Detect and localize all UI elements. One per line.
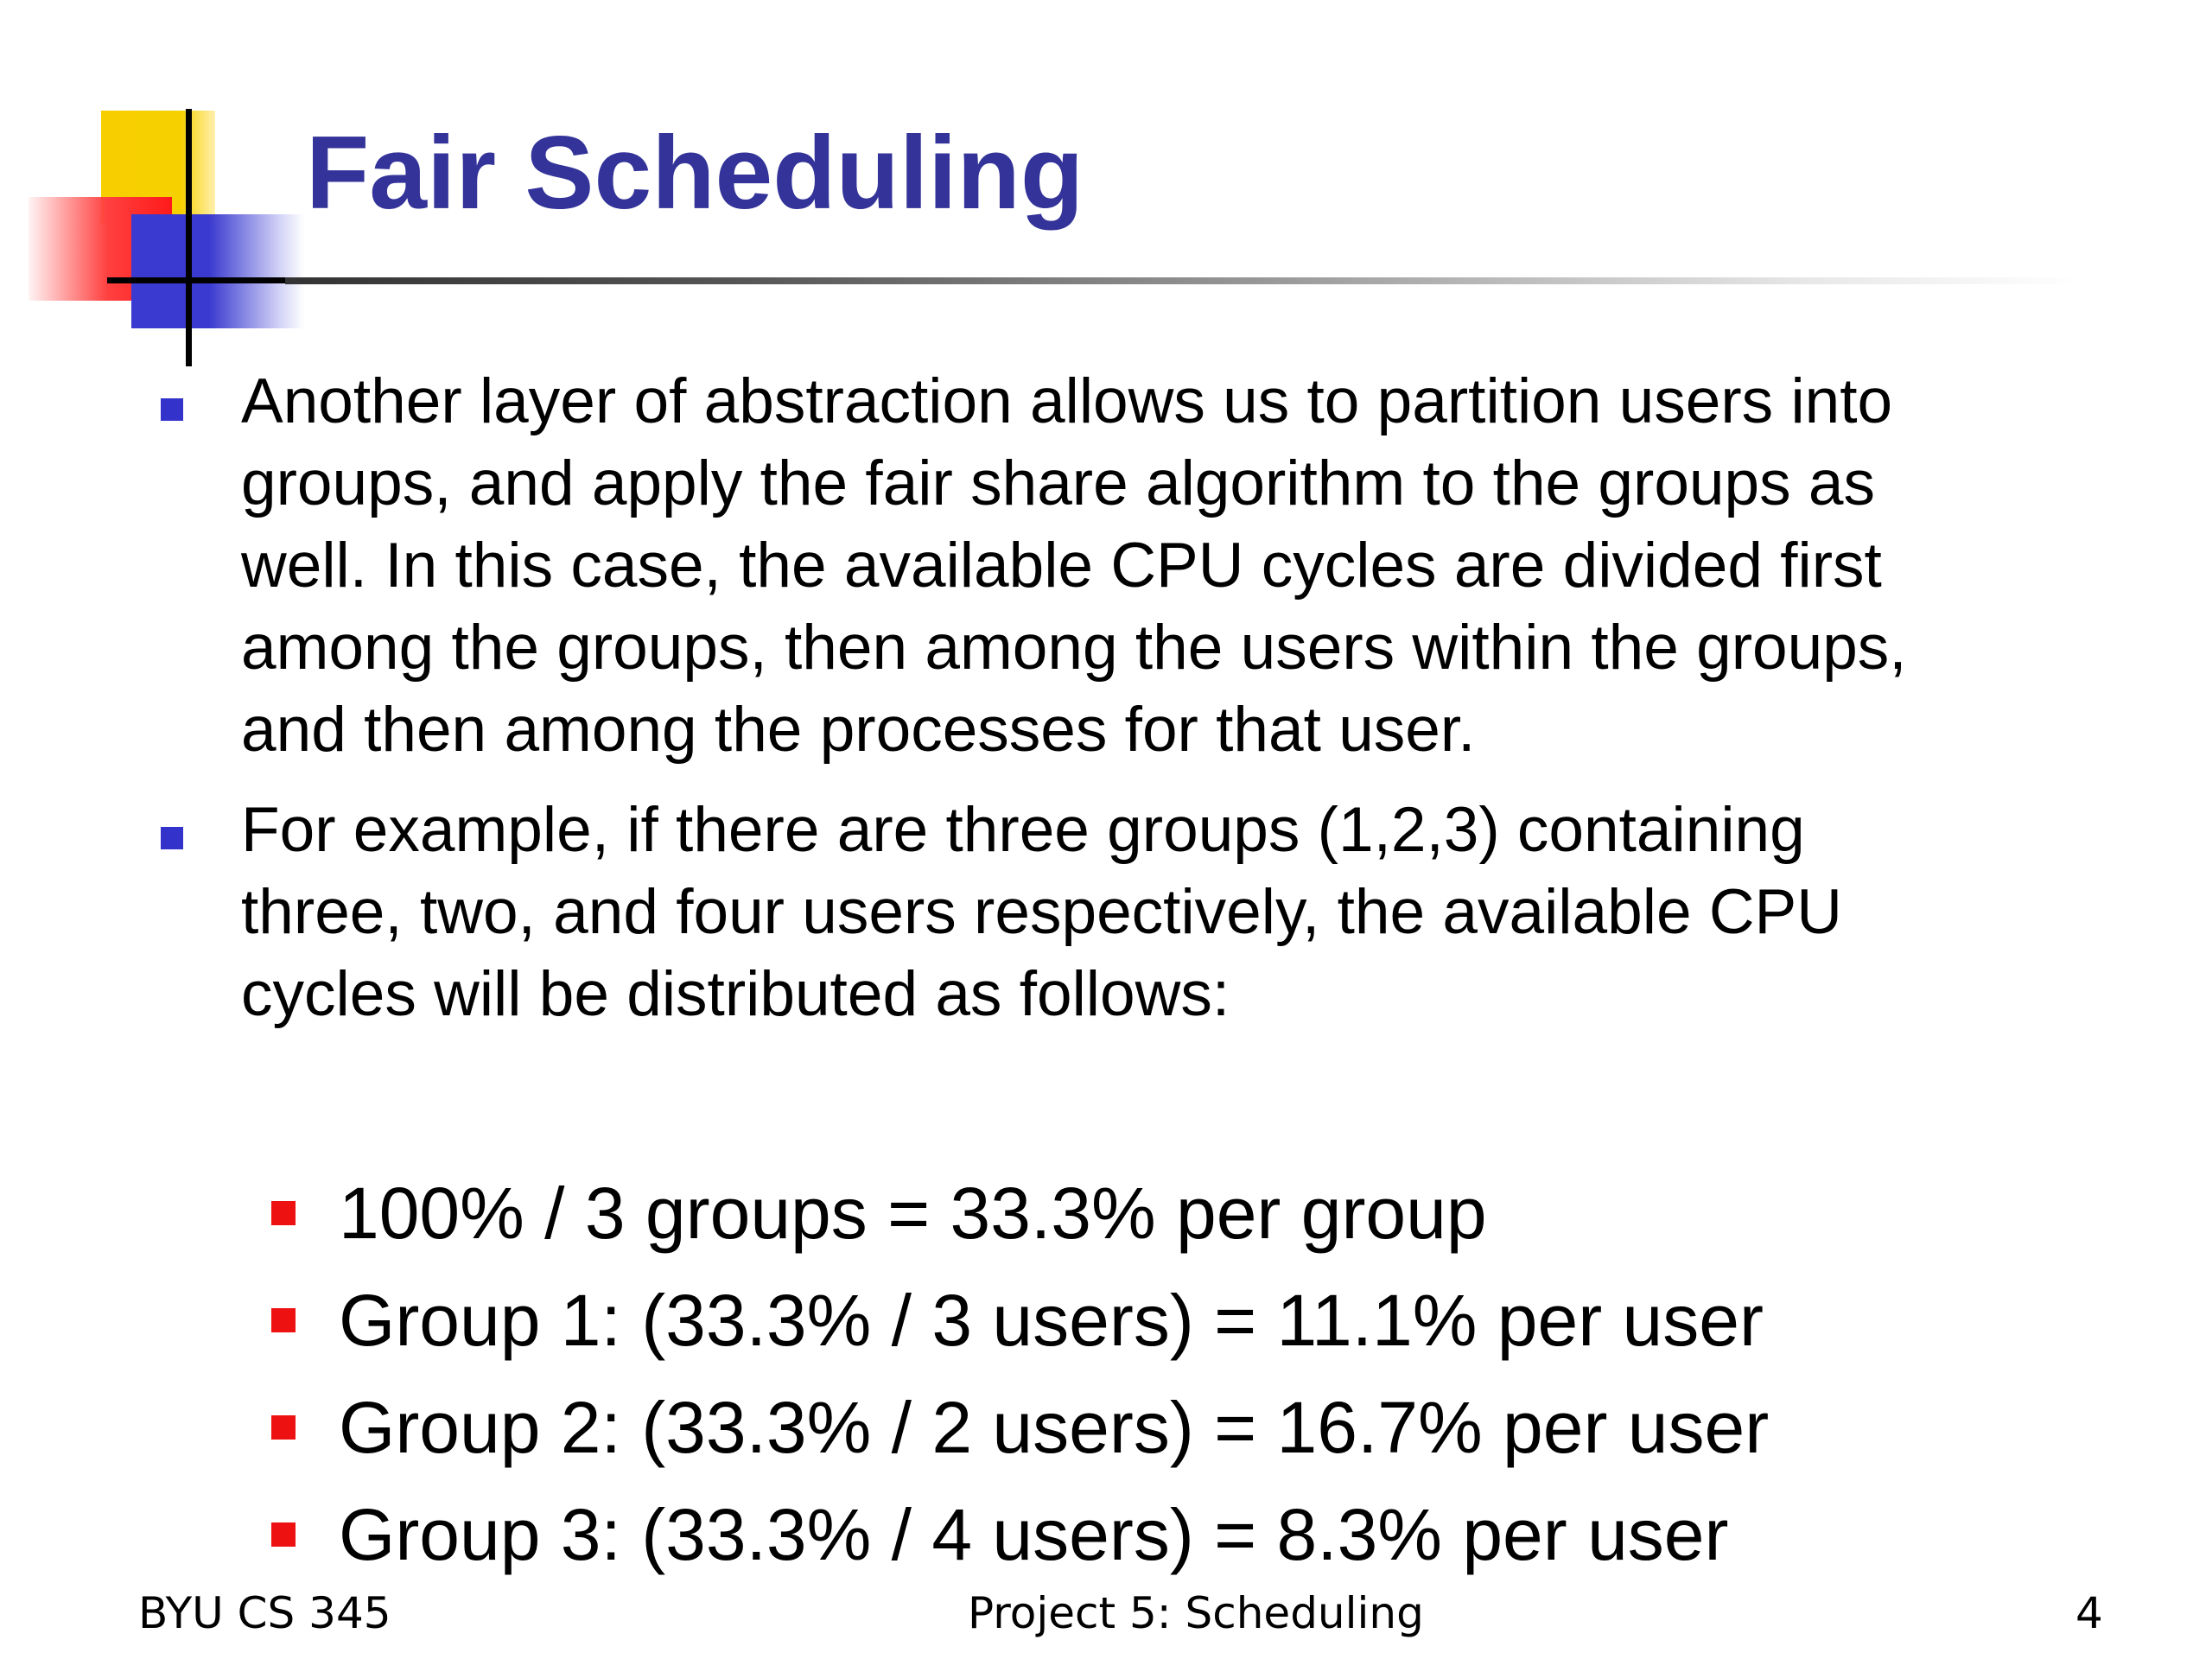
square-bullet-icon bbox=[271, 1415, 296, 1440]
footer-center-text: Project 5: Scheduling bbox=[968, 1588, 1424, 1638]
sub-bullet-text: 100% / 3 groups = 33.3% per group bbox=[339, 1173, 1487, 1254]
square-bullet-icon bbox=[271, 1522, 296, 1547]
square-bullet-icon bbox=[161, 827, 183, 849]
sub-bullet-text: Group 1: (33.3% / 3 users) = 11.1% per user bbox=[339, 1280, 1764, 1361]
title-underline-rule bbox=[285, 277, 2082, 284]
footer-left-text: BYU CS 345 bbox=[138, 1588, 391, 1638]
slide-title: Fair Scheduling bbox=[306, 115, 1084, 231]
sub-bullet-text: Group 3: (33.3% / 4 users) = 8.3% per user bbox=[339, 1494, 1729, 1575]
square-bullet-icon bbox=[271, 1308, 296, 1332]
logo-blue-square bbox=[131, 214, 304, 328]
bullet-text: Another layer of abstraction allows us to partition users into groups, and apply the fair share algorithm to the groups as well. In this case, the available CPU cycles are divided first among the groups, then among the users within the groups, and then among the processes for that user. bbox=[241, 366, 1907, 765]
page-number: 4 bbox=[2075, 1588, 2103, 1638]
square-bullet-icon bbox=[161, 398, 183, 421]
bullet-text: For example, if there are three groups (1,2,3) containing three, two, and four users respectively, the available CPU cycles will be distributed as follows: bbox=[241, 795, 1842, 1029]
logo-vertical-line bbox=[186, 109, 192, 366]
sub-bullet-text: Group 2: (33.3% / 2 users) = 16.7% per user bbox=[339, 1387, 1770, 1468]
square-bullet-icon bbox=[271, 1201, 296, 1225]
logo-horizontal-line bbox=[107, 277, 315, 283]
